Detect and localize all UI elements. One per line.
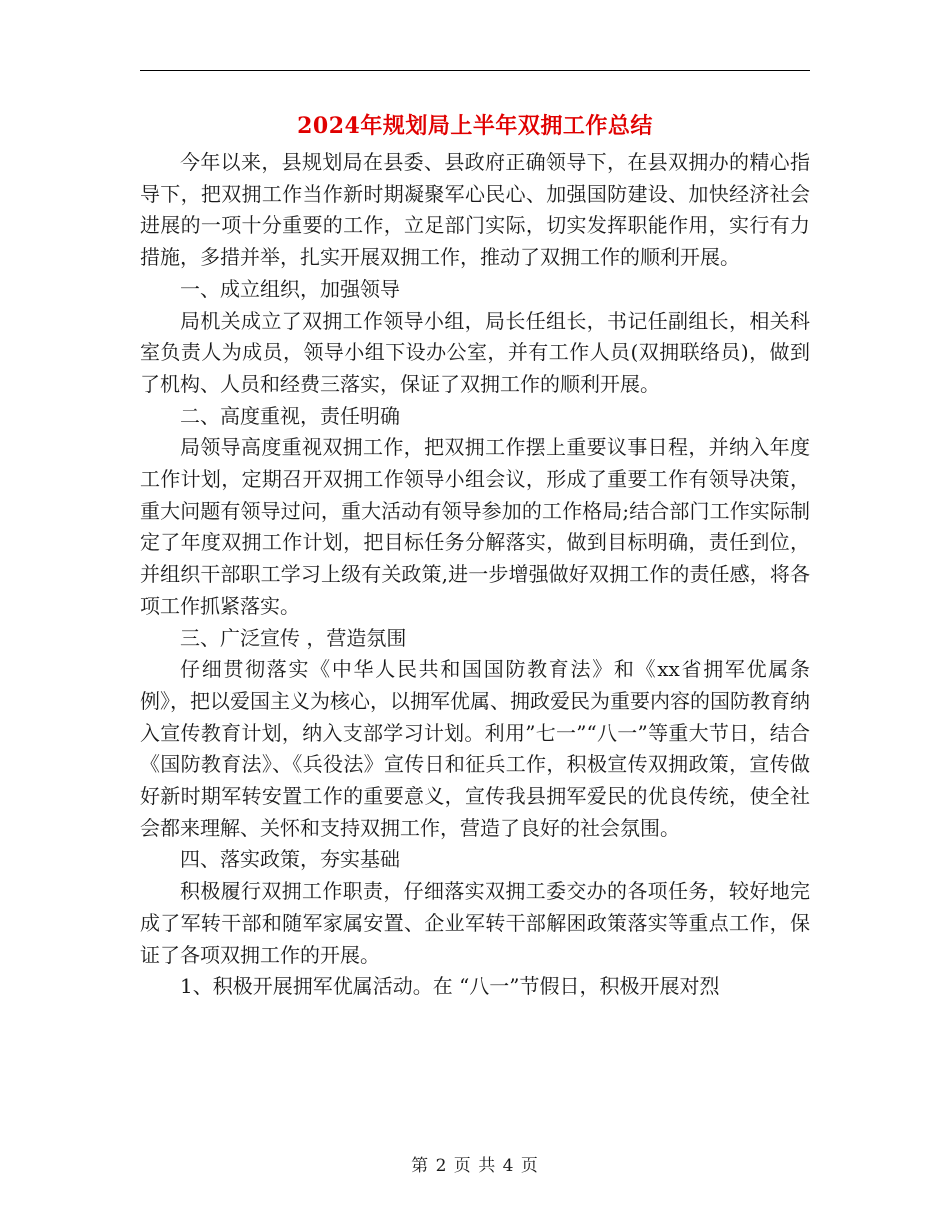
section-heading-3: 三、广泛宣传 ，营造氛围 xyxy=(180,625,407,650)
section-heading-2: 二、高度重视，责任明确 xyxy=(180,403,400,428)
section-2-paragraph: 局领导高度重视双拥工作，把双拥工作摆上重要议事日程，并纳入年度工作计划，定期召开双拥工作领导小组会议，形成了重要工作有领导决策，重大问题有领导过问，重大活动有领导参加的工作格局;结合部门工作实际制定了年度双拥工作计划，把目标任务分解落实，做到目标明确，责任到位，并组织干部职工学习上级有关政策,进一步增强做好双拥工作的责任感，将各项工作抓紧落实。 xyxy=(140,435,810,618)
document-body xyxy=(140,147,810,1003)
section-heading-1: 一、成立组织，加强领导 xyxy=(180,276,400,301)
header-rule xyxy=(140,70,810,71)
document-title: 2024年规划局上半年双拥工作总结 xyxy=(297,113,653,139)
section-4-paragraph: 积极履行双拥工作职责，仔细落实双拥工委交办的各项任务，较好地完成了军转干部和随军家属安置、企业军转干部解困政策落实等重点工作，保证了各项双拥工作的开展。 xyxy=(140,879,810,967)
intro-paragraph: 今年以来，县规划局在县委、县政府正确领导下，在县双拥办的精心指导下，把双拥工作当作新时期凝聚军心民心、加强国防建设、加快经济社会进展的一项十分重要的工作，立足部门实际，切实发挥职能作用，实行有力措施，多措并举，扎实开展双拥工作，推动了双拥工作的顺利开展。 xyxy=(140,150,810,270)
section-3-paragraph: 仔细贯彻落实《中华人民共和国国防教育法》和《xx省拥军优属条例》，把以爱国主义为核心，以拥军优属、拥政爱民为重要内容的国防教育纳入宣传教育计划，纳入支部学习计划。利用”七一”“八一”等重大节日，结合《国防教育法》、《兵役法》宣传日和征兵工作，积极宣传双拥政策，宣传做好新时期军转安置工作的重要意义，宣传我县拥军爱民的优良传统，使全社会都来理解、关怀和支持双拥工作，营造了良好的社会氛围。 xyxy=(140,657,810,840)
section-4-item-1: 1、积极开展拥军优属活动。在 “八一”节假日，积极开展对烈 xyxy=(180,974,720,999)
page-number-footer: 第 2 页 共 4 页 xyxy=(411,1156,539,1176)
section-heading-4: 四、落实政策，夯实基础 xyxy=(180,847,400,872)
section-1-paragraph: 局机关成立了双拥工作领导小组，局长任组长，书记任副组长，相关科室负责人为成员，领导小组下设办公室，并有工作人员(双拥联络员)，做到了机构、人员和经费三落实，保证了双拥工作的顺利开展。 xyxy=(140,308,810,396)
